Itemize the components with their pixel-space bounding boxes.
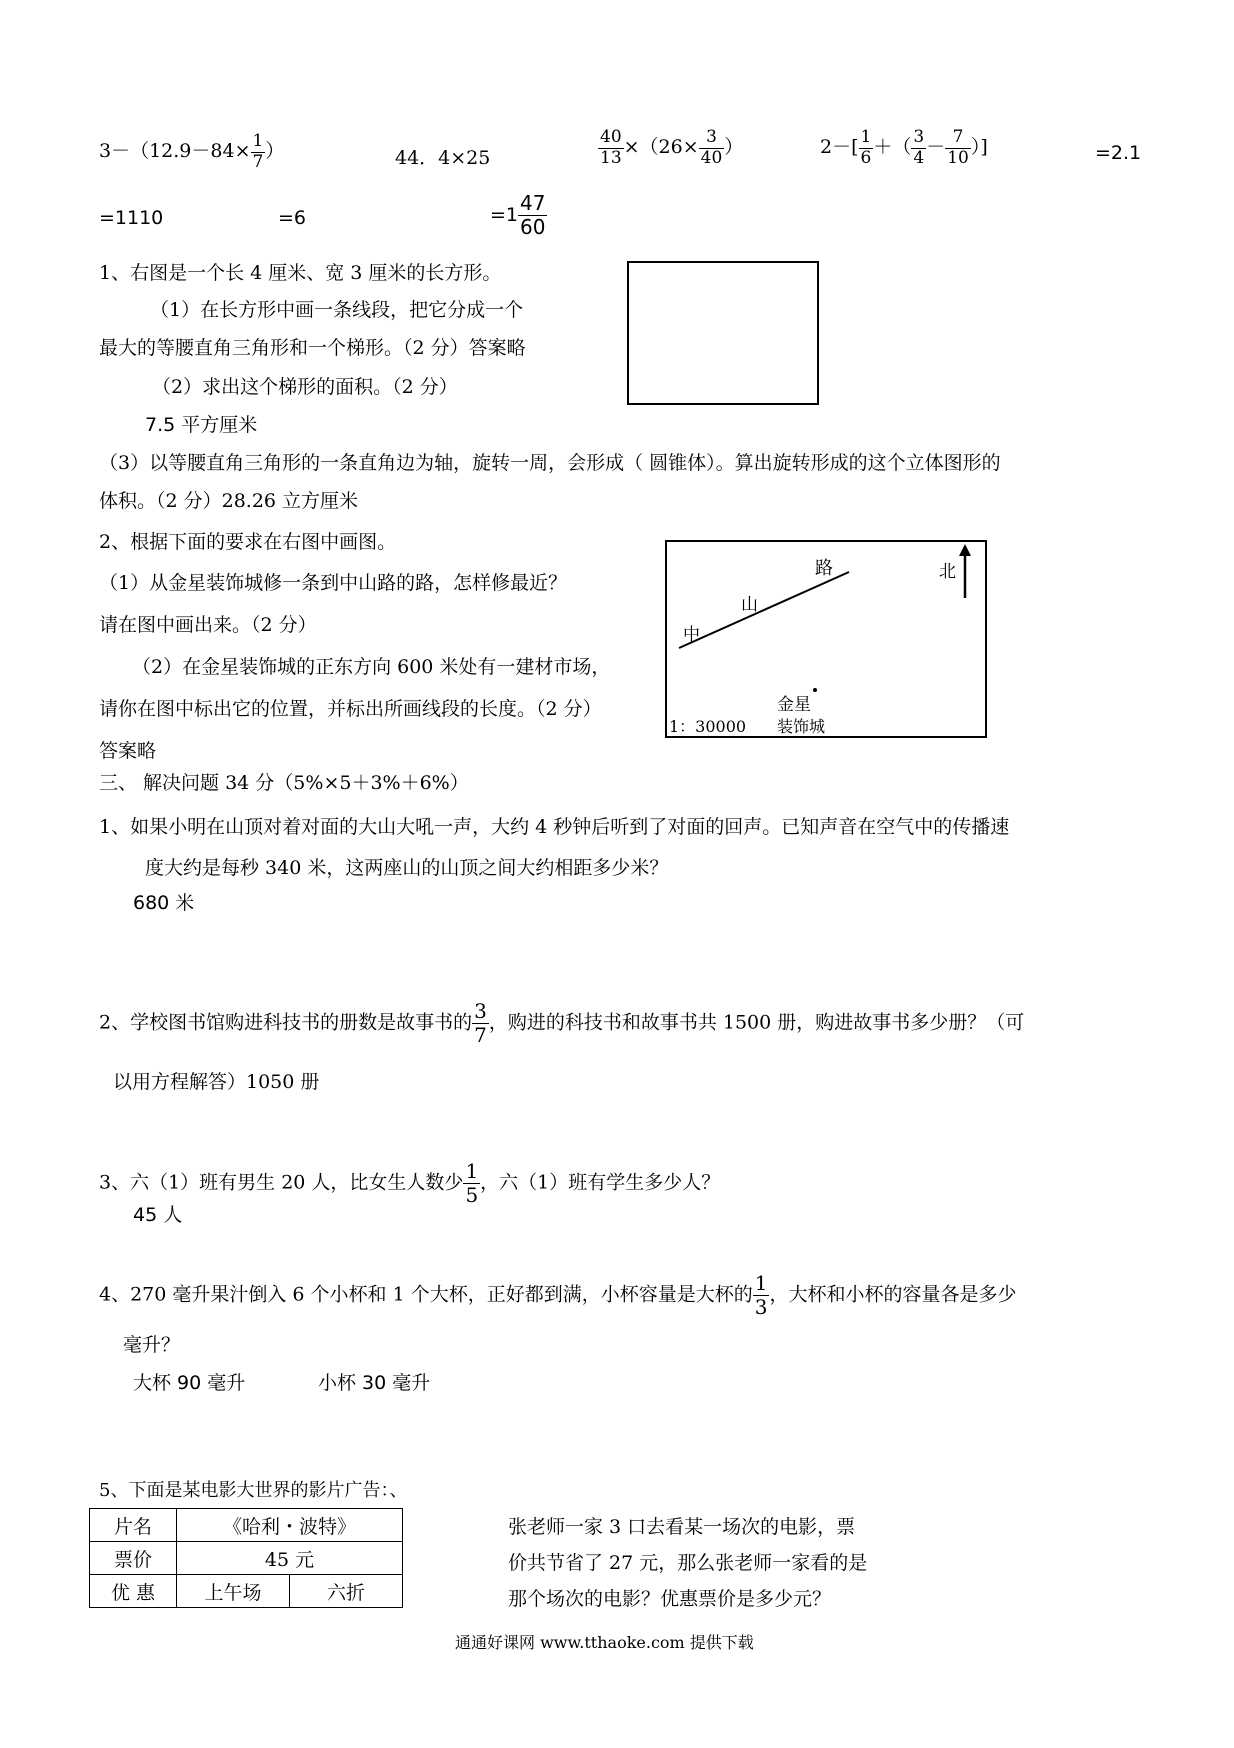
p5-title: 5、下面是某电影大世界的影片广告：、 (99, 1480, 408, 1501)
p2-line-2: 以用方程解答）1050 册 (113, 1071, 320, 1093)
calc-result-1: =2.1 (1095, 142, 1142, 164)
p4-text-a: 4、270 毫升果汁倒入 6 个小杯和 1 个大杯，正好都到满，小杯容量是大杯的 (99, 1283, 753, 1306)
fraction: $\frac{3}{40}$ (700, 127, 723, 168)
p3-answer: 45 人 (133, 1204, 183, 1226)
q2-line-2: （1）从金星装饰城修一条到中山路的路，怎样修最近？ (99, 572, 568, 594)
fraction: $\frac{3}{7}$ (474, 999, 487, 1047)
calc-expr-1-close: ） (265, 140, 285, 163)
q1-line-7: 体积。（2 分）28.26 立方厘米 (99, 490, 359, 512)
fraction: $\frac{1}{5}$ (465, 1159, 479, 1207)
p1-line-1: 1、如果小明在山顶对着对面的大山大吼一声，大约 4 秒钟后听到了对面的回声。已知声音在空气中的传播速 (99, 816, 1010, 838)
map-label-zhuangshicheng: 装饰城 (777, 717, 826, 736)
map-label-zhong: 中 (683, 625, 700, 645)
q2-line-3: 请在图中画出来。（2 分） (99, 614, 317, 636)
movie-ad-table (89, 1508, 403, 1608)
p3-line-1 (99, 1160, 720, 1207)
map-label-jinxing: 金星 (777, 695, 811, 715)
calc-result-4 (490, 192, 547, 239)
calc-expr-2: 44．4×25 (395, 147, 491, 169)
calc-result-2: =1110 (99, 207, 164, 229)
table-row (90, 1575, 403, 1608)
p3-text-a: 3、六（1）班有男生 20 人，比女生人数少 (99, 1171, 464, 1194)
q1-line-2: （1）在长方形中画一条线段，把它分成一个 (150, 299, 524, 321)
q2-line-1: 2、根据下面的要求在右图中画图。 (99, 531, 397, 553)
north-arrow-head-icon (959, 544, 971, 556)
footer-text: 通通好课网 www.tthaoke.com 提供下载 (455, 1633, 754, 1652)
calc-expr-1-text: 3－（12.9－84× (99, 140, 251, 163)
zhongshan-road (679, 572, 849, 648)
fraction: $\frac{40}{13}$ (600, 127, 622, 168)
fraction: $\frac{7}{10}$ (947, 127, 969, 168)
calc-result-3: =6 (278, 207, 307, 229)
calc-expr-1 (99, 132, 284, 172)
table-cell: 片名 (90, 1509, 177, 1542)
q1-line-3: 最大的等腰直角三角形和一个梯形。（2 分）答案略 (99, 337, 526, 359)
q1-line-1: 1、右图是一个长 4 厘米、宽 3 厘米的长方形。 (99, 262, 502, 284)
p1-answer: 680 米 (133, 892, 195, 914)
fraction: $\frac{1}{3}$ (754, 1271, 768, 1319)
q2-line-4: （2）在金星装饰城的正东方向 600 米处有一建材市场， (132, 656, 611, 678)
p1-line-2: 度大约是每秒 340 米，这两座山的山顶之间大约相距多少米？ (145, 857, 669, 879)
calc-expr-4-close: ）] (970, 136, 988, 159)
fraction: $\frac{1}{7}$ (252, 131, 264, 172)
calc-expr-4-mid2: － (926, 136, 946, 159)
calc-expr-4-mid1: ＋（ (873, 136, 912, 159)
p4-answer-small: 小杯 30 毫升 (318, 1372, 431, 1394)
table-cell: 六折 (290, 1575, 403, 1608)
p5-question-line-3: 那个场次的电影？优惠票价是多少元？ (508, 1588, 832, 1610)
table-cell: 票价 (90, 1542, 177, 1575)
calc-expr-3-close: ） (724, 136, 744, 159)
map-scale: 1：30000 (669, 717, 747, 736)
q1-line-4: （2）求出这个梯形的面积。（2 分） (152, 376, 458, 398)
table-row (90, 1542, 403, 1575)
calc-expr-3-mid: ×（26× (623, 136, 699, 159)
p2-text-b: ，购进的科技书和故事书共 1500 册，购进故事书多少册？（可 (488, 1011, 1025, 1034)
map-figure (665, 540, 987, 738)
calc-result-4-int: =1 (490, 204, 519, 226)
p4-line-2: 毫升？ (123, 1334, 181, 1356)
p4-text-b: ，大杯和小杯的容量各是多少 (769, 1283, 1017, 1306)
calc-expr-3 (598, 128, 743, 168)
q1-line-5: 7.5 平方厘米 (145, 414, 258, 436)
table-cell: 《哈利・波特》 (177, 1509, 403, 1542)
calc-expr-4 (820, 128, 988, 168)
fraction: $\frac{1}{6}$ (860, 127, 872, 168)
fraction: $\frac{47}{60}$ (520, 191, 546, 239)
p2-text-a: 2、学校图书馆购进科技书的册数是故事书的 (99, 1011, 473, 1034)
map-label-north: 北 (939, 562, 956, 582)
map-label-lu: 路 (815, 558, 833, 579)
table-row (90, 1509, 403, 1542)
p3-text-b: ，六（1）班有学生多少人？ (480, 1171, 721, 1194)
q2-line-6: 答案略 (99, 740, 157, 762)
p5-question-line-1: 张老师一家 3 口去看某一场次的电影，票 (508, 1516, 856, 1538)
calc-expr-4-open: 2－[ (820, 136, 859, 159)
p2-line-1 (99, 1000, 1024, 1047)
p5-question-line-2: 价共节省了 27 元，那么张老师一家看的是 (508, 1552, 868, 1574)
jinxing-location-dot (813, 688, 817, 692)
table-cell: 上午场 (177, 1575, 290, 1608)
fraction: $\frac{3}{4}$ (913, 127, 925, 168)
table-cell: 45 元 (177, 1542, 403, 1575)
p4-line-1 (99, 1272, 1016, 1319)
q2-line-5: 请你在图中标出它的位置，并标出所画线段的长度。（2 分） (99, 698, 602, 720)
section-3-title: 三、 解决问题 34 分（5%×5＋3%＋6%） (99, 772, 469, 794)
p4-answer-big: 大杯 90 毫升 (133, 1372, 246, 1394)
rectangle-figure (627, 261, 819, 405)
map-label-shan: 山 (741, 595, 758, 615)
q1-line-6: （3）以等腰直角三角形的一条直角边为轴，旋转一周，会形成（ 圆锥体）。算出旋转形成的这个立体图形的 (99, 452, 1001, 474)
table-cell: 优 惠 (90, 1575, 177, 1608)
